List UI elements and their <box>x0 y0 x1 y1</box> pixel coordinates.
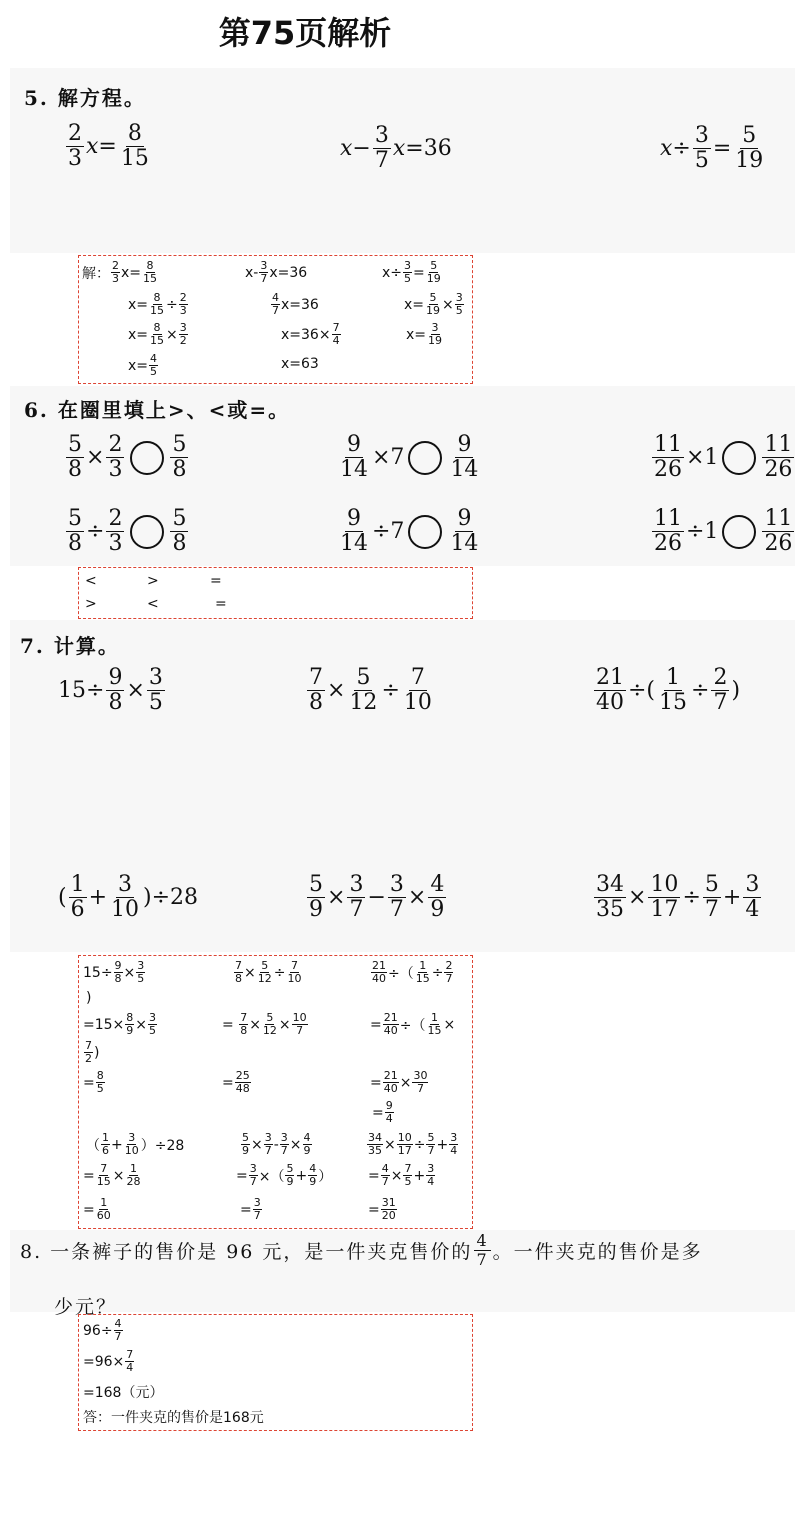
q6-item-3: $\frac{11}{26}$ ×1 $\frac{11}{26}$ <box>654 432 793 483</box>
q8-ans-l3: =168（元） <box>83 1385 164 1401</box>
q5-ans-c3-l2: x= $\frac{5}{19}$ × $\frac{3}{5}$ <box>404 291 463 318</box>
q5-equation-1: $\frac{2}{3}$ x = $\frac{8}{15}$ <box>68 121 149 172</box>
q7-ans-1-l4: = $\frac{8}{5}$ <box>83 1069 104 1096</box>
q5-ans-c3-l3: x= $\frac{3}{19}$ <box>406 321 443 348</box>
q8-ans-l2: =96× $\frac{7}{4}$ <box>83 1348 134 1375</box>
question-5-heading: 5. 解方程。 <box>24 86 146 110</box>
compare-circle[interactable] <box>130 441 164 475</box>
q7-problem-6: $\frac{34}{35}$ × $\frac{10}{17}$ ÷ $\frac{5}{7}$ + $\frac{3}{4}$ <box>596 872 760 923</box>
q7-ans-1-l1: 15÷ $\frac{9}{8}$ × $\frac{3}{5}$ <box>83 959 145 986</box>
q6-ans-r2-a: > <box>85 596 97 612</box>
compare-circle[interactable] <box>408 441 442 475</box>
question-7-heading: 7. 计算。 <box>20 634 120 658</box>
q6-ans-r1-a: < <box>85 573 97 589</box>
q7-ans-6-l3: = $\frac{31}{20}$ <box>368 1196 396 1223</box>
q6-ans-r1-b: > <box>147 573 159 589</box>
q7-ans-1-l3: =15× $\frac{8}{9}$ × $\frac{3}{5}$ <box>83 1011 157 1038</box>
q7-ans-4-l1: （ $\frac{1}{6}$ + $\frac{3}{10}$ ）÷28 <box>86 1131 185 1158</box>
compare-circle[interactable] <box>408 515 442 549</box>
q6-item-5: $\frac{9}{14}$ ÷7 $\frac{9}{14}$ <box>340 506 479 557</box>
q7-problem-3: $\frac{21}{40}$ ÷( $\frac{1}{15}$ ÷ $\frac{2}{7}$ ) <box>596 665 741 716</box>
q6-ans-r1-c: = <box>210 573 222 589</box>
q5-ans-c1-l4: x= $\frac{4}{5}$ <box>128 352 158 379</box>
q5-ans-c2-l3: x=36× $\frac{7}{4}$ <box>281 321 340 348</box>
compare-circle[interactable] <box>722 441 756 475</box>
q7-problem-2: $\frac{7}{8}$ × $\frac{5}{12}$ ÷ $\frac{7}{10}$ <box>309 665 432 716</box>
q6-ans-r2-c: = <box>215 596 227 612</box>
q7-problem-5: $\frac{5}{9}$ × $\frac{3}{7}$ − $\frac{3}{7}$ × $\frac{4}{9}$ <box>309 872 445 923</box>
page-title: 第75页解析 <box>218 14 392 52</box>
question-6-heading: 6. 在圈里填上>、<或=。 <box>24 398 291 422</box>
compare-circle[interactable] <box>722 515 756 549</box>
q5-ans-c1-l2: x= $\frac{8}{15}$ ÷ $\frac{2}{3}$ <box>128 291 187 318</box>
q7-ans-4-l3: = $\frac{1}{60}$ <box>83 1196 111 1223</box>
q7-ans-6-l1: $\frac{34}{35}$ × $\frac{10}{17}$ ÷ $\frac{5}{7}$ + $\frac{3}{4}$ <box>368 1131 458 1158</box>
q5-ans-c2-l4: x=63 <box>281 356 319 372</box>
q6-ans-r2-b: < <box>147 596 159 612</box>
q7-ans-1-l2b: $\frac{7}{2}$ ) <box>85 1039 100 1066</box>
q7-ans-5-l1: $\frac{5}{9}$ × $\frac{3}{7}$ - $\frac{3}{7}$ × $\frac{4}{9}$ <box>242 1131 311 1158</box>
q7-ans-1-l2: ) <box>86 990 92 1006</box>
q7-ans-5-l2: = $\frac{3}{7}$ ×（ $\frac{5}{9}$ + $\frac{4}{9}$ ） <box>236 1162 333 1189</box>
q5-equation-2: x − $\frac{3}{7}$ x =36 <box>340 123 452 174</box>
q6-item-4: $\frac{5}{8}$ ÷ $\frac{2}{3}$ $\frac{5}{8}$ <box>68 506 187 557</box>
q7-ans-2-l1: $\frac{7}{8}$ × $\frac{5}{12}$ ÷ $\frac{7}{10}$ <box>235 959 302 986</box>
question-8-heading-cont: 少元？ <box>54 1296 118 1318</box>
q6-item-1: $\frac{5}{8}$ × $\frac{2}{3}$ $\frac{5}{8}$ <box>68 432 187 483</box>
q7-ans-6-l2: = $\frac{4}{7}$ × $\frac{7}{5}$ + $\frac{3}{4}$ <box>368 1162 435 1189</box>
q5-ans-c1-l3: x= $\frac{8}{15}$ × $\frac{3}{2}$ <box>128 321 187 348</box>
q7-problem-1: 15÷ $\frac{9}{8}$ × $\frac{3}{5}$ <box>58 665 163 716</box>
q7-ans-3-l3: = $\frac{21}{40}$ × $\frac{30}{7}$ <box>370 1069 428 1096</box>
q8-ans-l4: 答：一件夹克的售价是168元 <box>83 1410 264 1426</box>
q7-ans-5-l3: = $\frac{3}{7}$ <box>240 1196 261 1223</box>
q8-ans-l1: 96÷ $\frac{4}{7}$ <box>83 1317 122 1344</box>
q6-item-2: $\frac{9}{14}$ ×7 $\frac{9}{14}$ <box>340 432 479 483</box>
q7-ans-4-l2: = $\frac{7}{15}$ × $\frac{1}{28}$ <box>83 1162 141 1189</box>
q5-ans-c1-l1: 解： $\frac{2}{3}$ x= $\frac{8}{15}$ <box>82 259 158 286</box>
q5-ans-c2-l2: $\frac{4}{7}$ x=36 <box>272 291 319 318</box>
q6-item-6: $\frac{11}{26}$ ÷1 $\frac{11}{26}$ <box>654 506 793 557</box>
q6-answer-box <box>78 567 473 619</box>
q7-ans-2-l2: = $\frac{7}{8}$ × $\frac{5}{12}$ × $\frac{10}{7}$ <box>222 1011 307 1038</box>
q7-problem-4: ( $\frac{1}{6}$ + $\frac{3}{10}$ )÷28 <box>58 872 199 923</box>
q7-ans-3-l2: = $\frac{21}{40}$ ÷（ $\frac{1}{15}$ × <box>370 1011 456 1038</box>
q5-ans-c2-l1: x- $\frac{3}{7}$ x=36 <box>245 259 308 286</box>
q7-ans-3-l1: $\frac{21}{40}$ ÷（ $\frac{1}{15}$ ÷ $\frac{2}{7}$ <box>372 959 453 986</box>
q7-ans-2-l3: = $\frac{25}{48}$ <box>222 1069 250 1096</box>
q7-ans-3-l4: = $\frac{9}{4}$ <box>372 1099 393 1126</box>
q5-equation-3: x ÷ $\frac{3}{5}$ = $\frac{5}{19}$ <box>660 123 764 174</box>
compare-circle[interactable] <box>130 515 164 549</box>
question-8-heading: 8. 一条裤子的售价是 96 元，是一件夹克售价的 $\frac{4}{7}$ 。一件夹克的售价是多 <box>20 1231 703 1269</box>
q5-ans-c3-l1: x÷ $\frac{3}{5}$ = $\frac{5}{19}$ <box>382 259 441 286</box>
